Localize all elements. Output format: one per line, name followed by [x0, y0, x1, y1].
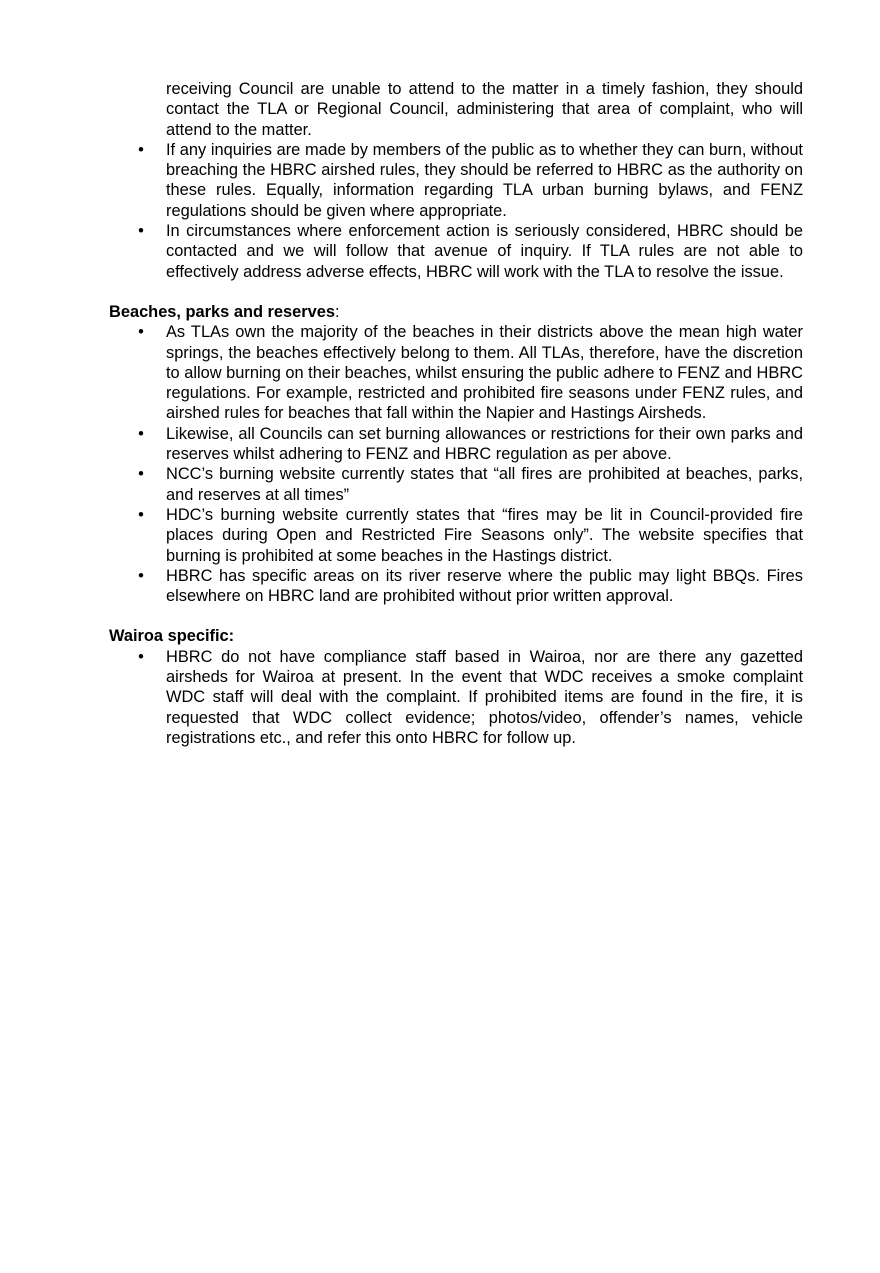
bullet-icon: •: [138, 222, 144, 241]
bullet-icon: •: [138, 140, 144, 159]
list-item: [138, 566, 803, 607]
section-heading-text: Beaches, parks and reserves: [109, 302, 335, 321]
continuation-paragraph: receiving Council are unable to attend to the matter in a timely fashion, they should contact the TLA or Regional Council, administering that area of complaint, who will attend to the matter.: [166, 80, 803, 139]
bullet-icon: •: [138, 505, 144, 524]
list-item: [138, 505, 803, 566]
list-item: [138, 221, 803, 282]
bullet-icon: •: [138, 424, 144, 443]
list-item: [138, 464, 803, 505]
section-heading-colon: :: [334, 302, 340, 321]
list-item-text: As TLAs own the majority of the beaches in their districts above the mean high water springs, the beaches effectively belong to them. All TLAs, therefore, have the discretion to allow burning on their beaches, whilst ensuring the public adhere to FENZ and HBRC regulations. For example, restricted and prohibited fire seasons under FENZ rules, and airshed rules for beaches that fall within the Napier and Hastings Airsheds.: [166, 323, 803, 423]
list-item-text: HBRC has specific areas on its river reserve where the public may light BBQs. Fires elsewhere on HBRC land are prohibited without prior written approval.: [166, 566, 803, 606]
intro-bullet-list: [109, 140, 803, 282]
list-item: [138, 322, 803, 423]
list-item-text: NCC’s burning website currently states that “all fires are prohibited at beaches, parks, and reserves at all times”: [166, 465, 803, 504]
document-page: [109, 79, 803, 748]
list-item-text: Likewise, all Councils can set burning allowances or restrictions for their own parks and reserves whilst adhering to FENZ and HBRC regulation as per above.: [166, 424, 803, 464]
bullet-icon: •: [138, 566, 144, 585]
list-item-text: HDC’s burning website currently states that “fires may be lit in Council-provided fire places during Open and Restricted Fire Seasons only”. The website specifies that burning is prohibited at some beaches in the Hastings district.: [166, 505, 803, 565]
list-item: [138, 424, 803, 465]
bullet-icon: •: [138, 647, 144, 666]
bullet-icon: •: [138, 465, 144, 484]
list-item-text: HBRC do not have compliance staff based in Wairoa, nor are there any gazetted airsheds for Wairoa at present. In the event that WDC receives a smoke complaint WDC staff will deal with the complaint. If prohibited items are found in the fire, it is requested that WDC collect evidence; photos/video, offender’s names, vehicle registrations etc., and refer this onto HBRC for follow up.: [166, 647, 803, 747]
list-item: [138, 140, 803, 221]
beaches-bullet-list: [109, 322, 803, 606]
section-heading-wairoa: Wairoa specific:: [109, 627, 235, 646]
list-item-text: In circumstances where enforcement action is seriously considered, HBRC should be contacted and we will follow that avenue of inquiry. If TLA rules are not able to effectively address adverse effects, HBRC will work with the TLA to resolve the issue.: [166, 222, 803, 281]
bullet-icon: •: [138, 323, 144, 342]
list-item-text: If any inquiries are made by members of the public as to whether they can burn, without breaching the HBRC airshed rules, they should be referred to HBRC as the authority on these rules. Equally, information regarding TLA urban burning bylaws, and FENZ regulations should be given where appropriate.: [166, 140, 803, 220]
section-heading-beaches: [109, 302, 803, 322]
wairoa-bullet-list: [109, 647, 803, 748]
list-item: [138, 647, 803, 748]
